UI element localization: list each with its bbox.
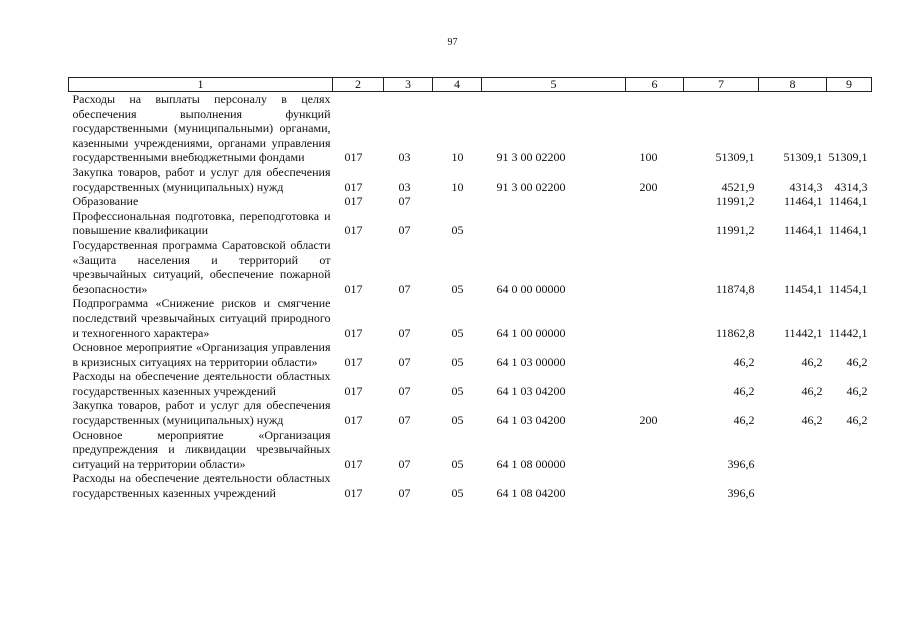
row-subsection: 05	[451, 281, 464, 296]
row-subsection: 05	[451, 486, 464, 501]
row-year2-amount: 11454,1	[783, 281, 823, 296]
row-year2-amount: 46,2	[801, 413, 823, 428]
row-subsection: 05	[451, 456, 464, 471]
row-name: Закупка товаров, работ и услуг для обеспечения государственных (муниципальных) нужд	[72, 398, 331, 428]
row-name: Подпрограмма «Снижение рисков и смягчение последствий чрезвычайных ситуаций природного и техногенного характера»	[72, 296, 331, 340]
table-row	[69, 165, 872, 194]
row-year1-amount: 11991,2	[715, 223, 755, 238]
row-section: 07	[398, 194, 411, 209]
row-subsection: 10	[451, 179, 464, 194]
row-article: 64 1 03 00000	[496, 354, 566, 369]
row-subsection: 05	[451, 325, 464, 340]
column-header-year1: 7	[684, 78, 759, 92]
row-year2-amount: 4314,3	[789, 179, 823, 194]
row-year1-amount: 46,2	[733, 413, 755, 428]
column-header-admin: 2	[333, 78, 384, 92]
row-expense-type	[626, 471, 684, 500]
row-expense-type	[626, 428, 684, 472]
row-year1-amount: 396,6	[727, 456, 755, 471]
row-name: Государственная программа Саратовской области «Защита населения и территорий от чрезвычайных ситуаций, обеспечение пожарной безопасности»	[72, 237, 331, 296]
row-admin-code: 017	[344, 413, 363, 428]
row-subsection: 05	[451, 383, 464, 398]
row-section: 07	[398, 354, 411, 369]
table-row	[69, 194, 872, 209]
table-row	[69, 340, 872, 369]
row-section: 03	[398, 150, 411, 165]
page-number: 97	[447, 37, 458, 48]
row-year3-amount	[827, 428, 872, 472]
row-year1-amount: 11991,2	[715, 194, 755, 209]
row-expense-type	[626, 296, 684, 340]
row-article: 64 1 00 00000	[496, 325, 566, 340]
row-expense-type: 200	[639, 413, 658, 428]
row-year1-amount: 46,2	[733, 354, 755, 369]
table-row	[69, 296, 872, 340]
row-year3-amount: 46,2	[846, 383, 868, 398]
column-header-expense-type: 6	[626, 78, 684, 92]
row-year3-amount: 11464,1	[828, 194, 868, 209]
column-header-year3: 9	[827, 78, 872, 92]
row-year2-amount: 46,2	[801, 383, 823, 398]
column-header-article: 5	[482, 78, 626, 92]
row-expense-type	[626, 340, 684, 369]
row-year3-amount: 51309,1	[828, 150, 868, 165]
row-article: 64 1 03 04200	[496, 413, 566, 428]
row-year3-amount: 46,2	[846, 354, 868, 369]
row-section: 07	[398, 383, 411, 398]
row-admin-code: 017	[344, 194, 363, 209]
row-year2-amount	[759, 471, 827, 500]
row-subsection: 10	[451, 150, 464, 165]
row-article	[482, 209, 626, 238]
row-name: Расходы на выплаты персоналу в целях обеспечения выполнения функций государственными (муниципальными) органами, казенными учреждениями, органами управления государственными внебюджетными фондами	[72, 92, 331, 165]
row-section: 03	[398, 179, 411, 194]
row-year2-amount: 11464,1	[783, 223, 823, 238]
row-admin-code: 017	[344, 281, 363, 296]
row-article: 91 3 00 02200	[496, 150, 566, 165]
column-header-section: 3	[384, 78, 433, 92]
table-row	[69, 238, 872, 296]
column-header-subsection: 4	[433, 78, 482, 92]
row-year1-amount: 51309,1	[715, 150, 755, 165]
row-admin-code: 017	[344, 325, 363, 340]
row-year3-amount: 11454,1	[828, 281, 868, 296]
row-expense-type	[626, 194, 684, 209]
row-year3-amount	[827, 471, 872, 500]
row-section: 07	[398, 486, 411, 501]
row-article: 64 1 03 04200	[496, 383, 566, 398]
row-article: 64 1 08 00000	[496, 456, 566, 471]
row-expense-type	[626, 209, 684, 238]
row-year2-amount	[759, 428, 827, 472]
table-row	[69, 369, 872, 398]
row-year3-amount: 46,2	[846, 413, 868, 428]
row-article: 64 0 00 00000	[496, 281, 566, 296]
row-section: 07	[398, 413, 411, 428]
row-admin-code: 017	[344, 456, 363, 471]
row-year1-amount: 396,6	[727, 486, 755, 501]
row-year2-amount: 11442,1	[783, 325, 823, 340]
row-year1-amount: 11862,8	[715, 325, 755, 340]
row-admin-code: 017	[344, 486, 363, 501]
row-subsection: 05	[451, 354, 464, 369]
row-subsection	[433, 194, 482, 209]
table-row	[69, 428, 872, 472]
row-admin-code: 017	[344, 354, 363, 369]
row-expense-type: 200	[639, 179, 658, 194]
row-section: 07	[398, 281, 411, 296]
row-expense-type	[626, 369, 684, 398]
budget-table	[68, 77, 872, 501]
row-admin-code: 017	[344, 179, 363, 194]
row-name: Расходы на обеспечение деятельности областных государственных казенных учреждений	[72, 369, 331, 398]
row-name: Основное мероприятие «Организация предупреждения и ликвидации чрезвычайных ситуаций на территории области»	[72, 427, 331, 471]
row-year3-amount: 4314,3	[834, 179, 868, 194]
row-name: Образование	[72, 194, 139, 209]
row-year1-amount: 11874,8	[715, 281, 755, 296]
row-year2-amount: 11464,1	[783, 194, 823, 209]
row-admin-code: 017	[344, 150, 363, 165]
column-header-year2: 8	[759, 78, 827, 92]
row-year3-amount: 11442,1	[828, 325, 868, 340]
table-row	[69, 398, 872, 427]
row-admin-code: 017	[344, 383, 363, 398]
row-subsection: 05	[451, 413, 464, 428]
row-section: 07	[398, 325, 411, 340]
row-year2-amount: 46,2	[801, 354, 823, 369]
row-year2-amount: 51309,1	[783, 150, 823, 165]
column-header-name: 1	[69, 78, 333, 92]
row-name: Основное мероприятие «Организация управления в кризисных ситуациях на территории области»	[72, 340, 331, 369]
table-row	[69, 92, 872, 165]
row-year1-amount: 4521,9	[721, 179, 755, 194]
row-expense-type: 100	[639, 150, 658, 165]
table-row	[69, 209, 872, 238]
row-year3-amount: 11464,1	[828, 223, 868, 238]
row-name: Профессиональная подготовка, переподготовка и повышение квалификации	[72, 208, 331, 238]
table-row	[69, 471, 872, 500]
row-article	[482, 194, 626, 209]
row-article: 91 3 00 02200	[496, 179, 566, 194]
row-expense-type	[626, 238, 684, 296]
table-header-row	[69, 78, 872, 92]
row-year1-amount: 46,2	[733, 383, 755, 398]
row-subsection: 05	[451, 223, 464, 238]
row-section: 07	[398, 223, 411, 238]
row-article: 64 1 08 04200	[496, 486, 566, 501]
row-name: Закупка товаров, работ и услуг для обеспечения государственных (муниципальных) нужд	[72, 164, 331, 194]
row-admin-code: 017	[344, 223, 363, 238]
row-name: Расходы на обеспечение деятельности областных государственных казенных учреждений	[72, 471, 331, 501]
row-section: 07	[398, 456, 411, 471]
